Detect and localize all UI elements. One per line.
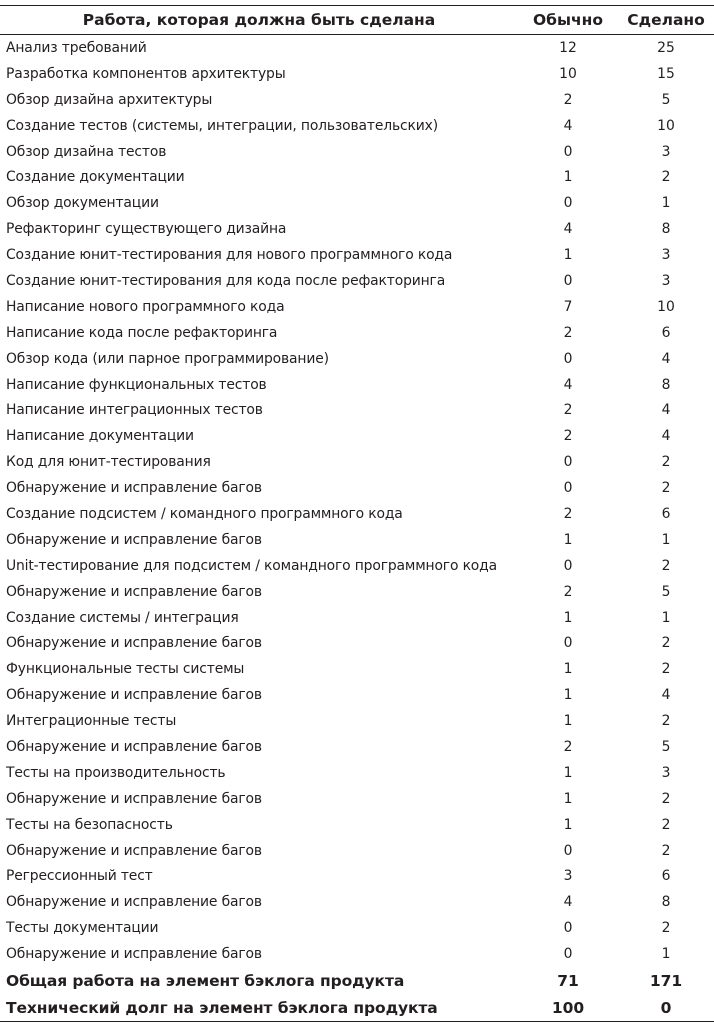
- row-done-value: 0: [618, 994, 714, 1022]
- row-name: Обнаружение и исправление багов: [6, 635, 262, 652]
- row-name: Обнаружение и исправление багов: [6, 946, 262, 963]
- row-usual-value: 1: [563, 816, 573, 833]
- table-row: [0, 760, 714, 786]
- row-done-value: 15: [657, 65, 675, 82]
- row-done-value: 2: [661, 920, 671, 937]
- table-row: [0, 320, 714, 346]
- row-done-value: 1: [661, 531, 671, 548]
- row-usual-value: 1: [563, 247, 573, 264]
- row-done-value: 3: [661, 764, 671, 781]
- row-usual-value: 7: [563, 298, 573, 315]
- row-usual-value: 0: [563, 557, 573, 574]
- table-row: [0, 734, 714, 760]
- table-row: [0, 139, 714, 165]
- table-row: [0, 294, 714, 320]
- table-header: [0, 6, 714, 35]
- row-usual-value: 2: [563, 505, 573, 522]
- row-name: Написание интеграционных тестов: [6, 402, 263, 419]
- row-name: Обзор дизайна архитектуры: [6, 91, 213, 108]
- row-name: Анализ требований: [6, 39, 147, 56]
- row-usual-value: 0: [563, 454, 573, 471]
- row-done-value: 2: [661, 454, 671, 471]
- row-name: Тесты на производительность: [6, 764, 226, 781]
- row-done-value: 171: [649, 971, 683, 990]
- row-name: Написание функциональных тестов: [6, 376, 267, 393]
- header-work: Работа, которая должна быть сделана: [0, 6, 518, 35]
- table-row: [0, 164, 714, 190]
- row-done-value: 2: [661, 169, 671, 186]
- table-row: [0, 579, 714, 605]
- row-done-value: 2: [661, 842, 671, 859]
- row-done-value: 2: [661, 816, 671, 833]
- row-name: Создание юнит-тестирования для кода после рефакторинга: [6, 272, 446, 289]
- table-row: [0, 656, 714, 682]
- row-usual-value: 4: [563, 221, 573, 238]
- row-done-value: 6: [661, 505, 671, 522]
- row-usual-value: 0: [563, 946, 573, 963]
- row-done-value: 2: [661, 713, 671, 730]
- table-row: [0, 216, 714, 242]
- table-row: [0, 553, 714, 579]
- row-usual-value: 1: [563, 531, 573, 548]
- row-name: Обнаружение и исправление багов: [6, 480, 262, 497]
- row-usual-value: 1: [563, 661, 573, 678]
- row-name: Обзор документации: [6, 195, 159, 212]
- row-usual-value: 100: [518, 994, 618, 1022]
- row-name: Создание системы / интеграция: [6, 609, 239, 626]
- row-done-value: 2: [661, 480, 671, 497]
- row-usual-value: 2: [563, 324, 573, 341]
- row-name: Технический долг на элемент бэклога продукта: [0, 994, 518, 1022]
- row-done-value: 2: [661, 557, 671, 574]
- row-usual-value: 1: [563, 790, 573, 807]
- table-row: [0, 812, 714, 838]
- header-row: [0, 6, 714, 35]
- row-name: Регрессионный тест: [6, 868, 153, 885]
- row-usual-value: 2: [563, 583, 573, 600]
- row-usual-value: 0: [563, 272, 573, 289]
- table-row: [0, 113, 714, 139]
- row-name: Тесты документации: [6, 920, 159, 937]
- row-usual-value: 0: [563, 842, 573, 859]
- row-done-value: 6: [661, 868, 671, 885]
- row-done-value: 8: [661, 221, 671, 238]
- row-done-value: 8: [661, 894, 671, 911]
- row-done-value: 5: [661, 583, 671, 600]
- row-done-value: 2: [661, 635, 671, 652]
- row-done-value: 1: [661, 609, 671, 626]
- row-usual-value: 0: [563, 350, 573, 367]
- row-name: Написание нового программного кода: [6, 298, 285, 315]
- header-usual: Обычно: [518, 6, 618, 35]
- row-name: Код для юнит-тестирования: [6, 454, 211, 471]
- table-row: [0, 423, 714, 449]
- table-row: [0, 527, 714, 553]
- row-name: Создание документации: [6, 169, 185, 186]
- work-table: [0, 5, 714, 1022]
- row-name: Разработка компонентов архитектуры: [6, 65, 286, 82]
- table-row: [0, 864, 714, 890]
- row-name: Обнаружение и исправление багов: [6, 583, 262, 600]
- table-row: [0, 838, 714, 864]
- table-row: [0, 268, 714, 294]
- table-row: [0, 941, 714, 967]
- row-usual-value: 4: [563, 117, 573, 134]
- row-done-value: 5: [661, 738, 671, 755]
- row-name: Интеграционные тесты: [6, 713, 177, 730]
- row-done-value: 10: [657, 298, 675, 315]
- row-done-value: 25: [657, 39, 675, 56]
- row-usual-value: 4: [563, 894, 573, 911]
- table-row: [0, 682, 714, 708]
- work-table-container: [0, 5, 714, 1022]
- row-usual-value: 71: [557, 971, 579, 990]
- row-done-value: 4: [661, 428, 671, 445]
- row-done-value: 6: [661, 324, 671, 341]
- row-usual-value: 0: [563, 920, 573, 937]
- table-row: [0, 915, 714, 941]
- row-usual-value: 1: [563, 609, 573, 626]
- table-row: [0, 35, 714, 61]
- total-row: [0, 994, 714, 1022]
- table-row: [0, 346, 714, 372]
- table-row: [0, 475, 714, 501]
- row-done-value: 5: [661, 91, 671, 108]
- row-usual-value: 1: [563, 713, 573, 730]
- row-usual-value: 0: [563, 635, 573, 652]
- row-done-value: 4: [661, 402, 671, 419]
- row-name: Обнаружение и исправление багов: [6, 738, 262, 755]
- row-done-value: 1: [661, 946, 671, 963]
- row-name: Создание тестов (системы, интеграции, пользовательских): [6, 117, 438, 134]
- header-done: Сделано: [618, 6, 714, 35]
- table-row: [0, 397, 714, 423]
- row-name: Обнаружение и исправление багов: [6, 790, 262, 807]
- row-name: Обнаружение и исправление багов: [6, 894, 262, 911]
- table-row: [0, 630, 714, 656]
- row-name: Обнаружение и исправление багов: [6, 687, 262, 704]
- table-row: [0, 708, 714, 734]
- row-usual-value: 3: [563, 868, 573, 885]
- row-usual-value: 0: [563, 195, 573, 212]
- row-name: Обнаружение и исправление багов: [6, 531, 262, 548]
- row-usual-value: 2: [563, 91, 573, 108]
- row-name: Обзор дизайна тестов: [6, 143, 167, 160]
- row-done-value: 4: [661, 350, 671, 367]
- table-row: [0, 501, 714, 527]
- total-row: [0, 967, 714, 994]
- row-done-value: 3: [661, 143, 671, 160]
- row-usual-value: 2: [563, 428, 573, 445]
- table-row: [0, 87, 714, 113]
- row-usual-value: 1: [563, 764, 573, 781]
- row-name: Тесты на безопасность: [6, 816, 173, 833]
- row-name: Создание подсистем / командного программного кода: [6, 505, 403, 522]
- table-row: [0, 61, 714, 87]
- row-name: Написание кода после рефакторинга: [6, 324, 278, 341]
- table-row: [0, 889, 714, 915]
- row-done-value: 3: [661, 272, 671, 289]
- row-usual-value: 12: [559, 39, 577, 56]
- row-done-value: 2: [661, 790, 671, 807]
- table-row: [0, 786, 714, 812]
- row-name: Обнаружение и исправление багов: [6, 842, 262, 859]
- row-name: Unit-тестирование для подсистем / командного программного кода: [6, 557, 497, 574]
- row-name: Общая работа на элемент бэклога продукта: [6, 971, 405, 990]
- table-row: [0, 242, 714, 268]
- row-usual-value: 2: [563, 738, 573, 755]
- row-done-value: 2: [661, 661, 671, 678]
- table-row: [0, 605, 714, 631]
- row-usual-value: 10: [559, 65, 577, 82]
- row-done-value: 10: [657, 117, 675, 134]
- table-row: [0, 372, 714, 398]
- row-usual-value: 0: [563, 143, 573, 160]
- row-done-value: 4: [661, 687, 671, 704]
- row-usual-value: 0: [563, 480, 573, 497]
- row-name: Создание юнит-тестирования для нового программного кода: [6, 247, 453, 264]
- row-name: Рефакторинг существующего дизайна: [6, 221, 287, 238]
- table-row: [0, 449, 714, 475]
- row-name: Написание документации: [6, 428, 194, 445]
- row-usual-value: 2: [563, 402, 573, 419]
- row-usual-value: 4: [563, 376, 573, 393]
- table-body: [0, 35, 714, 1022]
- row-usual-value: 1: [563, 169, 573, 186]
- table-row: [0, 190, 714, 216]
- row-done-value: 3: [661, 247, 671, 264]
- row-usual-value: 1: [563, 687, 573, 704]
- row-name: Функциональные тесты системы: [6, 661, 245, 678]
- row-done-value: 8: [661, 376, 671, 393]
- row-done-value: 1: [661, 195, 671, 212]
- row-name: Обзор кода (или парное программирование): [6, 350, 329, 367]
